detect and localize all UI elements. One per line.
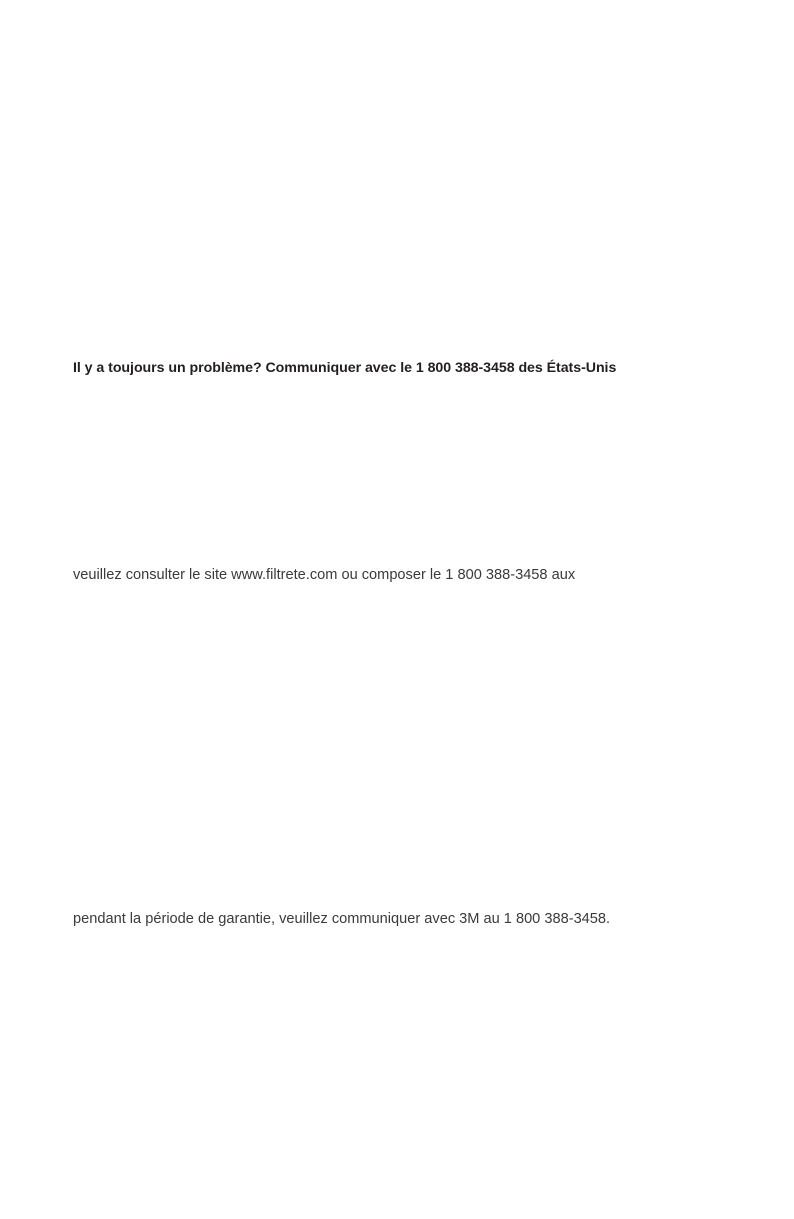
problem-contact-line: Il y a toujours un problème? Communiquer avec le 1 800 388-3458 des États-Unis bbox=[73, 360, 617, 376]
website-contact-line: veuillez consulter le site www.filtrete.com ou composer le 1 800 388-3458 aux bbox=[73, 567, 576, 583]
warranty-contact-line: pendant la période de garantie, veuillez communiquer avec 3M au 1 800 388-3458. bbox=[73, 911, 611, 927]
